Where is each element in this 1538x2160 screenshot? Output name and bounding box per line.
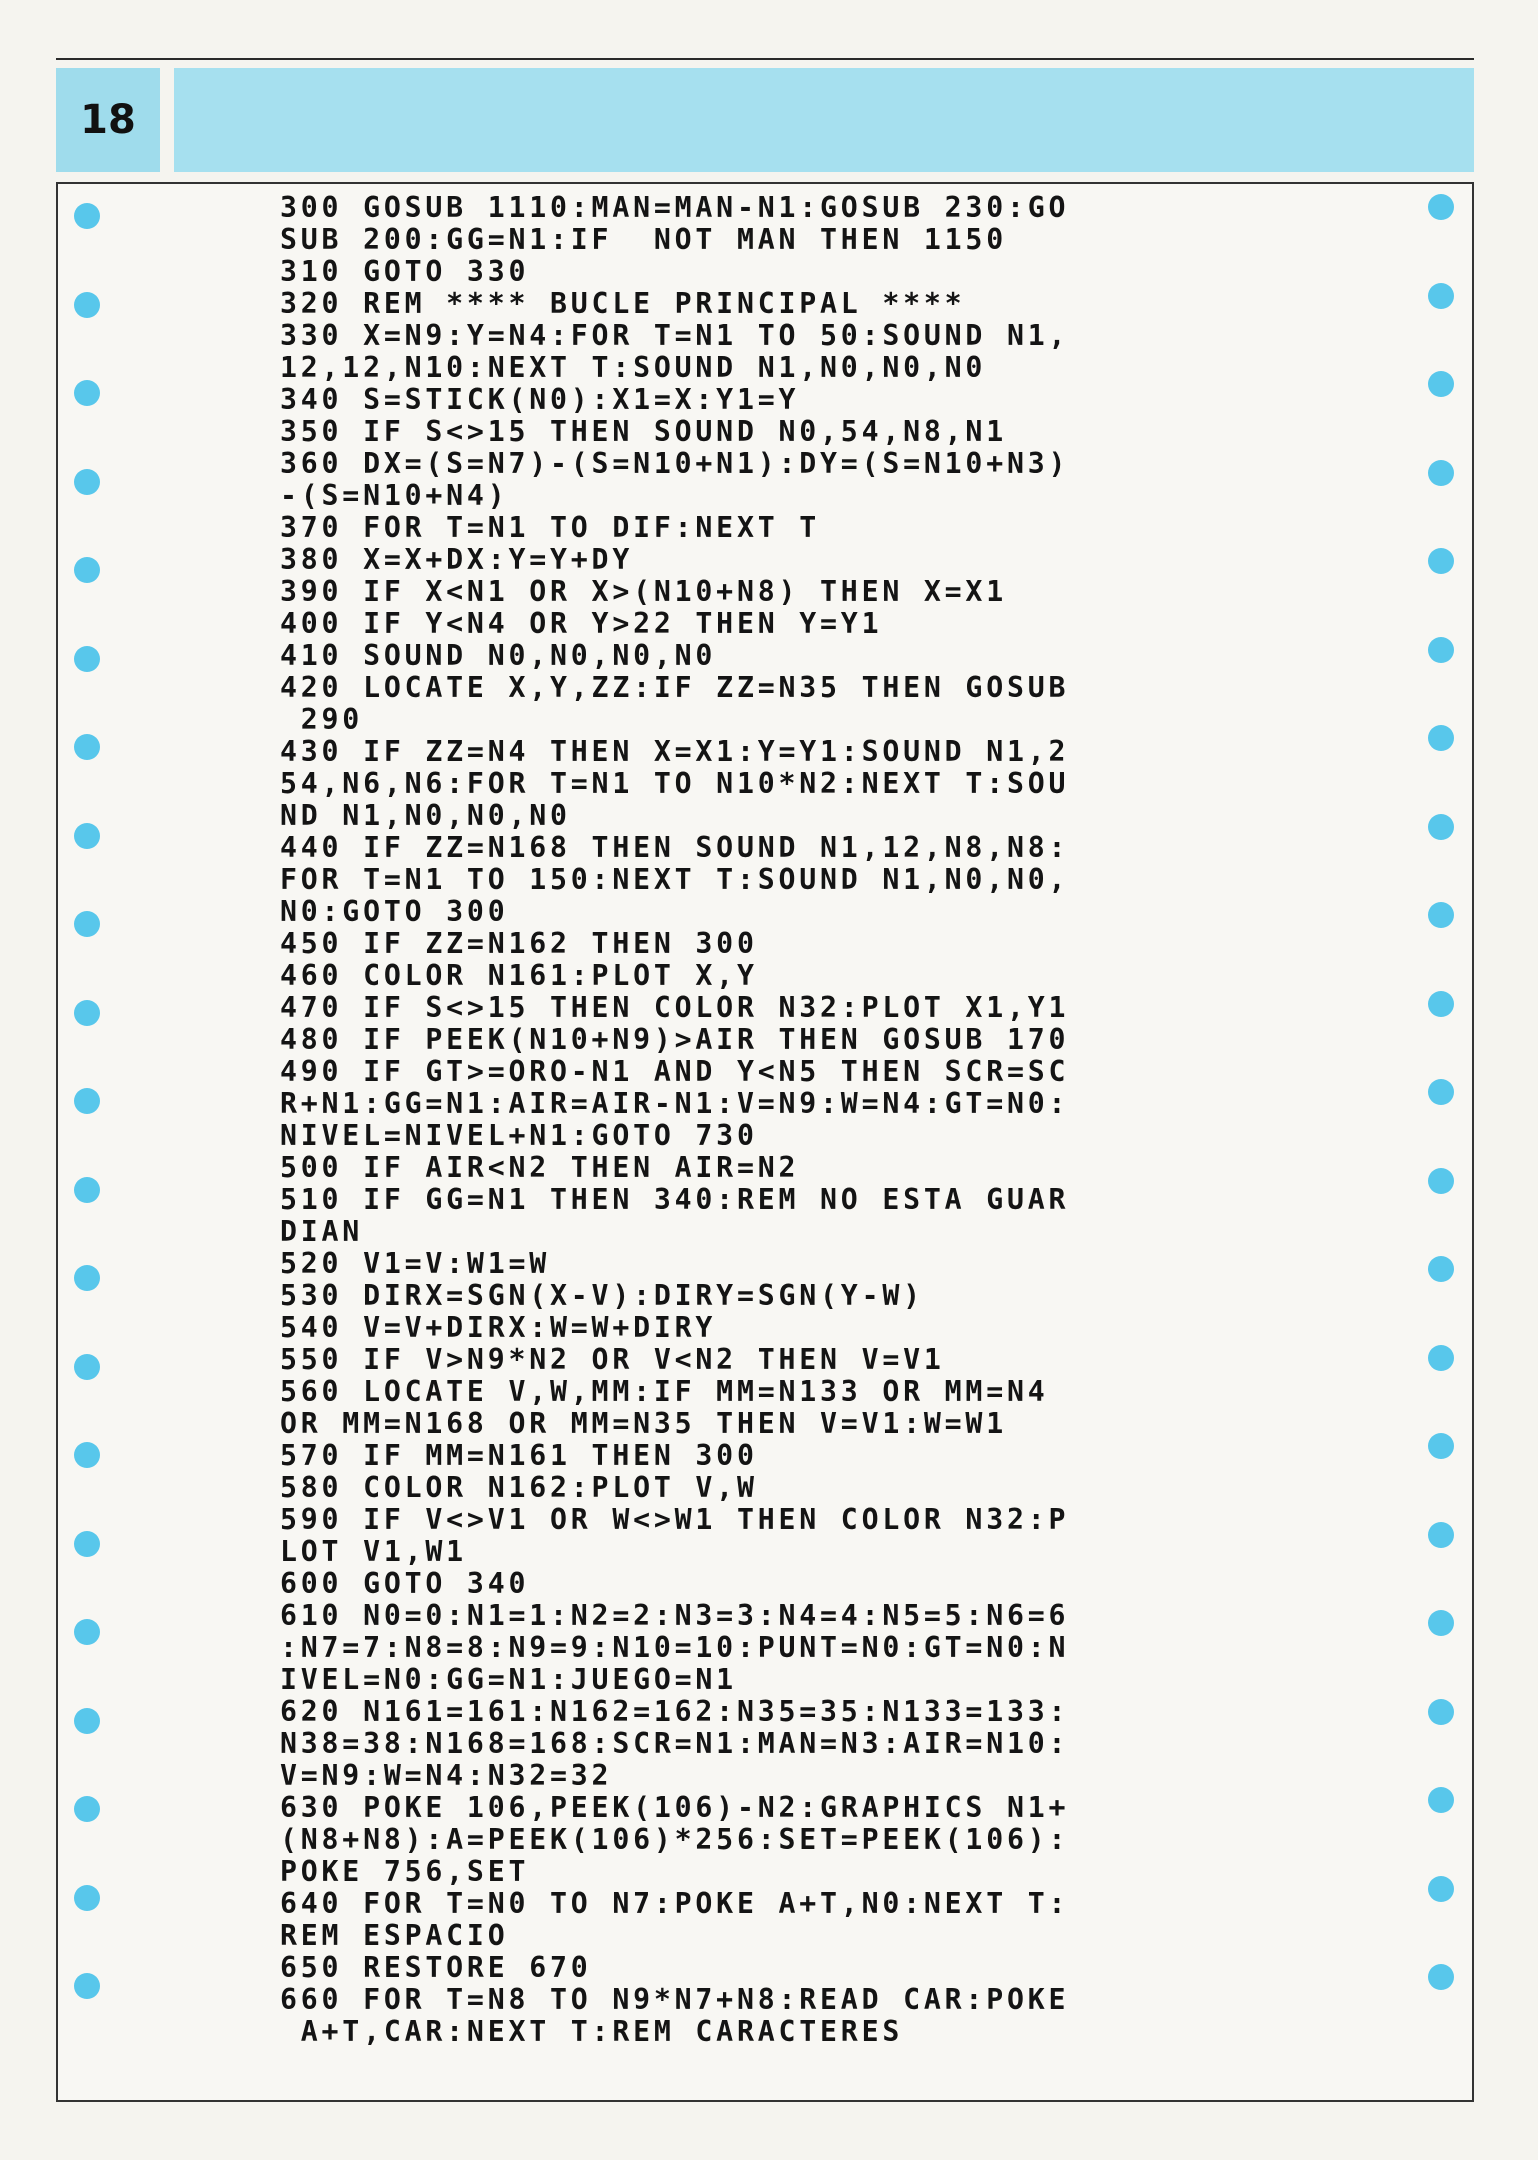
code-line: 510 IF GG=N1 THEN 340:REM NO ESTA GUAR [280, 1183, 1070, 1216]
perforation-dot [1428, 548, 1454, 574]
perforation-dot [1428, 725, 1454, 751]
code-line: 470 IF S<>15 THEN COLOR N32:PLOT X1,Y1 [280, 991, 1070, 1024]
code-line: 640 FOR T=N0 TO N7:POKE A+T,N0:NEXT T: [280, 1887, 1070, 1920]
code-line: 450 IF ZZ=N162 THEN 300 [280, 927, 758, 960]
perforation-dot [1428, 283, 1454, 309]
code-line: 620 N161=161:N162=162:N35=35:N133=133: [280, 1695, 1070, 1728]
perforation-dot [74, 292, 100, 318]
perforation-dot [1428, 194, 1454, 220]
code-line: 540 V=V+DIRX:W=W+DIRY [280, 1311, 717, 1344]
perforation-dot [1428, 1610, 1454, 1636]
perforation-dot [74, 203, 100, 229]
code-line: POKE 756,SET [280, 1855, 530, 1888]
code-line: 490 IF GT>=ORO-N1 AND Y<N5 THEN SCR=SC [280, 1055, 1070, 1088]
perforation-dot [1428, 1699, 1454, 1725]
perforation-dot [1428, 1964, 1454, 1990]
code-line: 430 IF ZZ=N4 THEN X=X1:Y=Y1:SOUND N1,2 [280, 735, 1070, 768]
code-line: 300 GOSUB 1110:MAN=MAN-N1:GOSUB 230:GO [280, 191, 1070, 224]
code-line: -(S=N10+N4) [280, 479, 509, 512]
page-number: 18 [56, 68, 160, 172]
code-line: 340 S=STICK(N0):X1=X:Y1=Y [280, 383, 800, 416]
code-line: 580 COLOR N162:PLOT V,W [280, 1471, 758, 1504]
perforation-dot [1428, 371, 1454, 397]
code-line: N0:GOTO 300 [280, 895, 509, 928]
code-line: 380 X=X+DX:Y=Y+DY [280, 543, 634, 576]
code-line: R+N1:GG=N1:AIR=AIR-N1:V=N9:W=N4:GT=N0: [280, 1087, 1070, 1120]
perforation-dot [74, 1531, 100, 1557]
perforation-dot [74, 1973, 100, 1999]
code-line: 290 [280, 703, 364, 736]
perforation-dot [74, 911, 100, 937]
code-line: 310 GOTO 330 [280, 255, 530, 288]
perforation-dot [74, 734, 100, 760]
page-header [56, 68, 1474, 172]
code-line: 660 FOR T=N8 TO N9*N7+N8:READ CAR:POKE [280, 1983, 1070, 2016]
perforation-dot [74, 1354, 100, 1380]
code-line: 420 LOCATE X,Y,ZZ:IF ZZ=N35 THEN GOSUB [280, 671, 1070, 704]
code-line: 400 IF Y<N4 OR Y>22 THEN Y=Y1 [280, 607, 883, 640]
code-line: 560 LOCATE V,W,MM:IF MM=N133 OR MM=N4 [280, 1375, 1049, 1408]
code-line: 650 RESTORE 670 [280, 1951, 592, 1984]
code-line: V=N9:W=N4:N32=32 [280, 1759, 613, 1792]
perforation-dot [1428, 1345, 1454, 1371]
code-line: 570 IF MM=N161 THEN 300 [280, 1439, 758, 1472]
code-line: 350 IF S<>15 THEN SOUND N0,54,N8,N1 [280, 415, 1007, 448]
perforation-dot [74, 1619, 100, 1645]
code-line: ND N1,N0,N0,N0 [280, 799, 571, 832]
code-line: 630 POKE 106,PEEK(106)-N2:GRAPHICS N1+ [280, 1791, 1070, 1824]
code-line: SUB 200:GG=N1:IF NOT MAN THEN 1150 [280, 223, 1007, 256]
code-line: 360 DX=(S=N7)-(S=N10+N1):DY=(S=N10+N3) [280, 447, 1070, 480]
code-line: NIVEL=NIVEL+N1:GOTO 730 [280, 1119, 758, 1152]
code-line: 370 FOR T=N1 TO DIF:NEXT T [280, 511, 821, 544]
code-line: 550 IF V>N9*N2 OR V<N2 THEN V=V1 [280, 1343, 945, 1376]
code-listing-frame [56, 182, 1474, 2102]
code-line: 610 N0=0:N1=1:N2=2:N3=3:N4=4:N5=5:N6=6 [280, 1599, 1070, 1632]
basic-code-listing [280, 192, 1280, 2048]
perforation-dot [1428, 1522, 1454, 1548]
perforation-dot [74, 1088, 100, 1114]
perforation-dot [74, 1000, 100, 1026]
perforation-dot [74, 1442, 100, 1468]
perforation-dot [74, 469, 100, 495]
header-bar [174, 68, 1474, 172]
code-line: 500 IF AIR<N2 THEN AIR=N2 [280, 1151, 800, 1184]
perforation-dot [74, 1177, 100, 1203]
perforation-dot [1428, 460, 1454, 486]
code-line: 330 X=N9:Y=N4:FOR T=N1 TO 50:SOUND N1, [280, 319, 1070, 352]
code-line: A+T,CAR:NEXT T:REM CARACTERES [280, 2015, 904, 2048]
perforation-dot [74, 646, 100, 672]
perforation-dot [74, 557, 100, 583]
code-line: 480 IF PEEK(N10+N9)>AIR THEN GOSUB 170 [280, 1023, 1070, 1056]
top-rule [56, 58, 1474, 60]
code-line: LOT V1,W1 [280, 1535, 467, 1568]
code-line: FOR T=N1 TO 150:NEXT T:SOUND N1,N0,N0, [280, 863, 1070, 896]
perforation-dot [1428, 991, 1454, 1017]
perforation-dot [1428, 1168, 1454, 1194]
perforation-dot [1428, 1256, 1454, 1282]
perforation-dot [74, 1885, 100, 1911]
code-line: 440 IF ZZ=N168 THEN SOUND N1,12,N8,N8: [280, 831, 1070, 864]
perforation-dot [1428, 814, 1454, 840]
code-line: OR MM=N168 OR MM=N35 THEN V=V1:W=W1 [280, 1407, 1007, 1440]
perforation-dot [1428, 1876, 1454, 1902]
perforation-dot [1428, 1787, 1454, 1813]
code-line: :N7=7:N8=8:N9=9:N10=10:PUNT=N0:GT=N0:N [280, 1631, 1070, 1664]
code-line: (N8+N8):A=PEEK(106)*256:SET=PEEK(106): [280, 1823, 1070, 1856]
code-line: IVEL=N0:GG=N1:JUEGO=N1 [280, 1663, 737, 1696]
perforation-dot [74, 380, 100, 406]
perforation-dot [1428, 902, 1454, 928]
code-line: 12,12,N10:NEXT T:SOUND N1,N0,N0,N0 [280, 351, 987, 384]
perforation-dot [74, 1796, 100, 1822]
perforation-dot [74, 1265, 100, 1291]
code-line: 54,N6,N6:FOR T=N1 TO N10*N2:NEXT T:SOU [280, 767, 1070, 800]
code-line: 410 SOUND N0,N0,N0,N0 [280, 639, 717, 672]
code-line: N38=38:N168=168:SCR=N1:MAN=N3:AIR=N10: [280, 1727, 1070, 1760]
code-line: 600 GOTO 340 [280, 1567, 530, 1600]
code-line: 390 IF X<N1 OR X>(N10+N8) THEN X=X1 [280, 575, 1007, 608]
perforation-dot [74, 1708, 100, 1734]
code-line: 530 DIRX=SGN(X-V):DIRY=SGN(Y-W) [280, 1279, 924, 1312]
perforation-dot [1428, 1433, 1454, 1459]
code-line: 320 REM **** BUCLE PRINCIPAL **** [280, 287, 966, 320]
perforation-dot [1428, 637, 1454, 663]
perforation-dot [1428, 1079, 1454, 1105]
code-line: 520 V1=V:W1=W [280, 1247, 551, 1280]
code-line: 590 IF V<>V1 OR W<>W1 THEN COLOR N32:P [280, 1503, 1070, 1536]
code-line: 460 COLOR N161:PLOT X,Y [280, 959, 758, 992]
perforation-dot [74, 823, 100, 849]
code-line: DIAN [280, 1215, 364, 1248]
code-line: REM ESPACIO [280, 1919, 509, 1952]
